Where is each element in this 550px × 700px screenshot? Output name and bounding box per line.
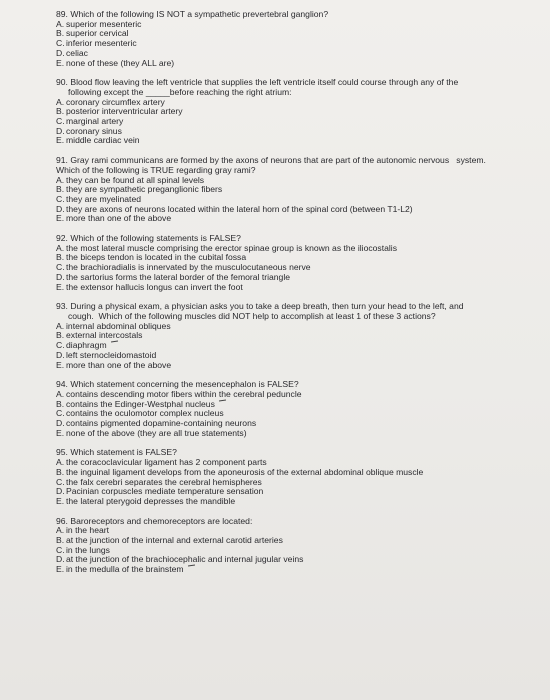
option-letter: B. <box>56 252 65 263</box>
option-letter: B. <box>56 466 65 477</box>
question-stem: 92. Which of the following statements is FALSE? <box>56 233 241 244</box>
question-block <box>56 10 532 68</box>
option-text: external intercostals <box>66 330 143 341</box>
option-text: the lateral pterygoid depresses the mandible <box>66 495 236 506</box>
option-text: coronary sinus <box>66 125 122 136</box>
question-stem: 95. Which statement is FALSE? <box>56 447 177 458</box>
option-letter: A. <box>56 388 65 399</box>
option-text: the most lateral muscle comprising the erector spinae group is known as the iliocostalis <box>66 242 398 253</box>
option-letter: B. <box>56 398 65 409</box>
option-text: more than one of the above <box>66 213 172 224</box>
pen-mark <box>219 399 226 401</box>
option-letter: C. <box>56 262 65 273</box>
question-block <box>56 302 532 370</box>
option-text: they can be found at all spinal levels <box>66 174 205 185</box>
question-block <box>56 380 532 438</box>
option-letter: E. <box>56 359 65 370</box>
option-letter: A. <box>56 174 65 185</box>
question-block <box>56 448 532 506</box>
option-letter: D. <box>56 349 65 360</box>
answer-option <box>56 565 532 575</box>
option-letter: B. <box>56 106 65 117</box>
option-letter: B. <box>56 535 65 546</box>
option-letter: D. <box>56 125 65 136</box>
option-text: posterior interventricular artery <box>66 106 183 117</box>
option-text: inferior mesenteric <box>66 38 137 49</box>
option-text: at the junction of the brachiocephalic and internal jugular veins <box>66 554 304 565</box>
option-letter: E. <box>56 427 65 438</box>
option-letter: C. <box>56 544 65 555</box>
option-text: the coracoclavicular ligament has 2 component parts <box>66 457 267 468</box>
option-letter: C. <box>56 193 65 204</box>
option-text: they are sympathetic preganglionic fibers <box>66 184 223 195</box>
option-text: in the lungs <box>66 544 110 555</box>
answer-option <box>56 107 532 117</box>
option-letter: E. <box>56 213 65 224</box>
option-text: the inguinal ligament develops from the aponeurosis of the external abdominal oblique muscle <box>66 466 424 477</box>
option-text: the extensor hallucis longus can invert the foot <box>66 281 243 292</box>
option-text: in the heart <box>66 525 109 536</box>
question-stem: 91. Gray rami communicans are formed by the axons of neurons that are part of the autonomic nervous system. Which of the following is TRUE regarding gray rami? <box>56 155 486 175</box>
option-text: contains the oculomotor complex nucleus <box>66 408 224 419</box>
pen-mark <box>187 565 194 567</box>
option-text: contains the Edinger-Westphal nucleus <box>66 398 215 409</box>
option-letter: D. <box>56 203 65 214</box>
option-text: in the medulla of the brainstem <box>66 564 184 575</box>
option-text: celiac <box>66 47 88 58</box>
answer-option <box>56 117 532 127</box>
option-text: coronary circumflex artery <box>66 96 165 107</box>
answer-option <box>56 214 532 224</box>
option-text: the brachioradialis is innervated by the musculocutaneous nerve <box>66 262 311 273</box>
option-text: superior mesenteric <box>66 18 142 29</box>
answer-option <box>56 361 532 371</box>
question-stem: 96. Baroreceptors and chemoreceptors are located: <box>56 515 253 526</box>
option-text: the biceps tendon is located in the cubital fossa <box>66 252 247 263</box>
option-letter: C. <box>56 116 65 127</box>
question-block <box>56 234 532 292</box>
option-letter: A. <box>56 242 65 253</box>
option-text: middle cardiac vein <box>66 135 140 146</box>
question-block <box>56 78 532 146</box>
option-text: they are myelinated <box>66 193 141 204</box>
option-letter: D. <box>56 47 65 58</box>
answer-option <box>56 59 532 69</box>
option-letter: C. <box>56 476 65 487</box>
option-text: none of these (they ALL are) <box>66 57 175 68</box>
option-letter: D. <box>56 554 65 565</box>
option-letter: D. <box>56 418 65 429</box>
option-text: the sartorius forms the lateral border of the femoral triangle <box>66 271 291 282</box>
question-stem: 94. Which statement concerning the mesencephalon is FALSE? <box>56 379 299 390</box>
option-letter: D. <box>56 486 65 497</box>
option-letter: E. <box>56 57 65 68</box>
option-letter: E. <box>56 564 65 575</box>
option-text: Pacinian corpuscles mediate temperature sensation <box>66 486 264 497</box>
option-letter: A. <box>56 18 65 29</box>
answer-option <box>56 536 532 546</box>
option-text: more than one of the above <box>66 359 172 370</box>
answer-option <box>56 136 532 146</box>
option-letter: B. <box>56 28 65 39</box>
option-letter: A. <box>56 320 65 331</box>
answer-option <box>56 39 532 49</box>
option-letter: C. <box>56 340 65 351</box>
question-stem: 90. Blood flow leaving the left ventricle that supplies the left ventricle itself could course through any of the following except the _____before reaching the right atrium: <box>56 77 459 97</box>
option-text: at the junction of the internal and external carotid arteries <box>66 535 283 546</box>
answer-option <box>56 283 532 293</box>
question-block <box>56 517 532 575</box>
option-text: internal abdominal obliques <box>66 320 171 331</box>
pen-mark <box>111 341 118 343</box>
option-text: marginal artery <box>66 116 124 127</box>
option-text: the falx cerebri separates the cerebral hemispheres <box>66 476 262 487</box>
option-letter: E. <box>56 135 65 146</box>
answer-option <box>56 429 532 439</box>
option-text: contains descending motor fibers within the cerebral peduncle <box>66 388 302 399</box>
option-letter: C. <box>56 38 65 49</box>
answer-option <box>56 331 532 341</box>
option-text: superior cervical <box>66 28 129 39</box>
option-text: diaphragm <box>66 340 107 351</box>
option-text: contains pigmented dopamine-containing neurons <box>66 418 257 429</box>
question-stem: 93. During a physical exam, a physician asks you to take a deep breath, then turn your head to the left, and cough. Which of the following muscles did NOT help to accomplish at least 1 of these 3 actions? <box>56 301 464 321</box>
option-letter: A. <box>56 525 65 536</box>
option-text: none of the above (they are all true statements) <box>66 427 247 438</box>
option-text: they are axons of neurons located within the lateral horn of the spinal cord (between T1-L2) <box>66 203 413 214</box>
option-letter: B. <box>56 184 65 195</box>
option-letter: E. <box>56 281 65 292</box>
option-letter: A. <box>56 457 65 468</box>
option-text: left sternocleidomastoid <box>66 349 157 360</box>
answer-option <box>56 497 532 507</box>
option-letter: D. <box>56 271 65 282</box>
option-letter: B. <box>56 330 65 341</box>
question-stem: 89. Which of the following IS NOT a sympathetic prevertebral ganglion? <box>56 9 329 19</box>
option-letter: E. <box>56 495 65 506</box>
option-letter: C. <box>56 408 65 419</box>
question-block <box>56 156 532 224</box>
option-letter: A. <box>56 96 65 107</box>
